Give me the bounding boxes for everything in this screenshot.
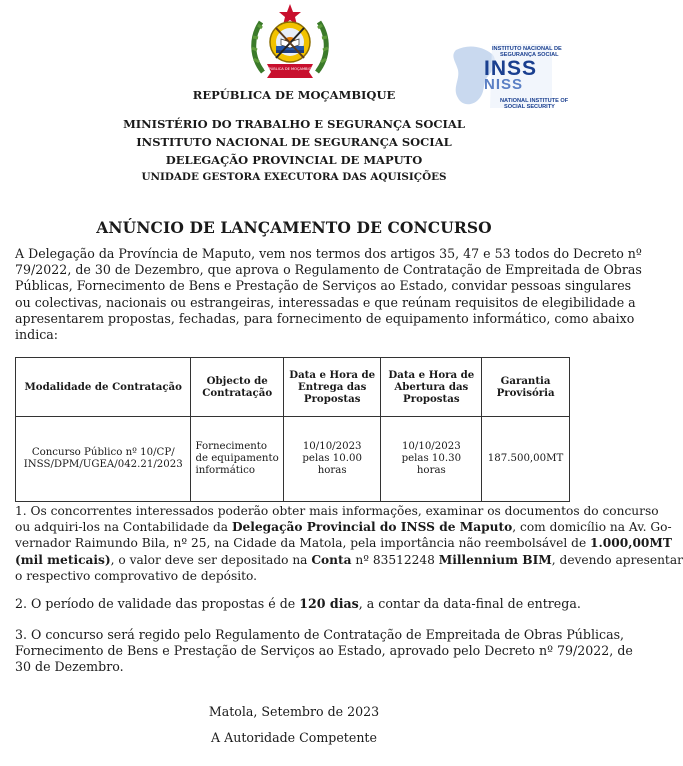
logo-text-top-2: SEGURANÇA SOCIAL [500,52,559,58]
text-run-bold: Conta [311,552,352,567]
cell-text: Concurso Público nº 10/CP/ [31,446,175,458]
item-3-paragraph [15,627,633,676]
item-2-paragraph [15,596,581,612]
ministry-heading: MINISTÉRIO DO TRABALHO E SEGURANÇA SOCIAL [123,117,465,131]
item-1-line [15,535,672,551]
text-run: nº 83512248 [351,552,439,567]
item-3-line: 3. O concurso será regido pelo Regulamento de Contratação de Empreitada de Obras Públicas, [15,627,625,642]
header-entrega: Data e Hora de Entrega das Propostas [283,358,381,417]
place-date: Matola, Setembro de 2023 [208,704,380,719]
item-1-line: o respectivo comprovativo de depósito. [15,568,258,583]
item-1-line [15,552,683,568]
cell-abertura [381,417,482,502]
item-3-line: Fornecimento de Bens e Prestação de Serviços ao Estado, aprovado pelo Decreto nº 79/2022, de [15,643,633,659]
intro-line: A Delegação da Província de Maputo, vem nos termos dos artigos 35, 47 e 53 todos do Decreto nº [15,246,642,261]
item-3-line: 30 de Dezembro. [15,659,124,675]
text-run: 2. O período de validade das propostas é de [15,596,300,611]
item-1-paragraph [15,503,683,584]
intro-line: 79/2022, de 30 de Dezembro, que aprova o Regulamento de Contratação de Empreitada de Obras [15,262,642,278]
logo-text-bottom-2: SOCIAL SECURITY [504,104,555,110]
intro-paragraph [15,246,642,343]
cell-text: informático [195,465,255,477]
emblem-banner-text: REPÚBLICA DE MOÇAMBIQUE [263,67,317,71]
logo-acronym-inss: INSS [484,57,538,80]
header-modalidade: Modalidade de Contratação [16,358,191,417]
intro-line: Públicas, Fornecimento de Bens e Prestação de Serviços ao Estado, convidar pessoas singulares [15,278,632,294]
header-garantia: Garantia Provisória [482,358,570,417]
cell-text: pelas 10.30 [401,452,462,464]
intro-line: ou colectivas, nacionais ou estrangeiras, interessadas e que reúnam requisitos de elegibilidade a [15,294,636,310]
item-2-line [15,596,581,612]
text-run: , o valor deve ser depositado na [110,552,312,567]
logo-acronym-niss: NISS [484,76,524,93]
table-header-row [16,358,570,417]
text-run-bold: 120 dias [299,596,359,611]
text-run: , devendo apresentar [551,552,683,567]
cell-text: 10/10/2023 [302,440,362,452]
item-1-line [15,519,672,535]
cell-entrega [283,417,381,502]
logo-text-bottom-1: NATIONAL INSTITUTE OF [500,98,569,104]
header-objecto: Objecto de Contratação [191,358,283,417]
logo-text-top-1: INSTITUTO NACIONAL DE [492,46,562,52]
page-title: ANÚNCIO DE LANÇAMENTO DE CONCURSO [96,218,492,237]
cell-text: pelas 10.00 horas [302,452,362,477]
text-run-bold: Millennium BIM [438,552,552,567]
cell-text: Fornecimento [195,440,268,452]
tender-table [15,357,570,502]
cell-text: 10/10/2023 [401,440,461,452]
text-run: , a contar da data-final de entrega. [358,596,581,611]
delegation-heading: DELEGAÇÃO PROVINCIAL DE MAPUTO [165,153,423,167]
cell-text: INSS/DPM/UGEA/042.21/2023 [23,459,183,470]
republic-heading: REPÚBLICA DE MOÇAMBIQUE [192,88,396,102]
cell-text: de equipamento [195,452,279,464]
item-1-line: 1. Os concorrentes interessados poderão obter mais informações, examinar os documentos do concurso [15,504,659,518]
table-row [16,417,570,502]
authority-signature-line: A Autoridade Competente [211,730,377,745]
intro-line: apresentarem propostas, fechadas, para fornecimento de equipamento informático, como abaixo [15,310,635,326]
cell-modalidade [16,417,191,502]
unit-heading: UNIDADE GESTORA EXECUTORA DAS AQUISIÇÕES [141,171,447,183]
text-run: ou adquiri-los na Contabilidade da [15,520,232,535]
intro-line: indica: [15,327,59,343]
text-run-bold: (mil meticais) [15,552,111,567]
text-run: , com domicílio na Av. Go- [512,520,672,535]
institute-heading: INSTITUTO NACIONAL DE SEGURANÇA SOCIAL [136,135,452,149]
text-run-bold: Delegação Provincial do INSS de Maputo [231,520,513,535]
cell-objecto [191,417,283,502]
coat-of-arms-emblem [249,2,331,82]
text-run: vernador Raimundo Bila, nº 25, na Cidade da Matola, pela importância não reembolsável de [15,536,591,551]
cell-garantia: 187.500,00MT [482,417,570,502]
header-abertura: Data e Hora de Abertura das Propostas [381,358,482,417]
text-run-bold: 1.000,00MT [590,536,672,551]
cell-text: horas [416,465,446,477]
